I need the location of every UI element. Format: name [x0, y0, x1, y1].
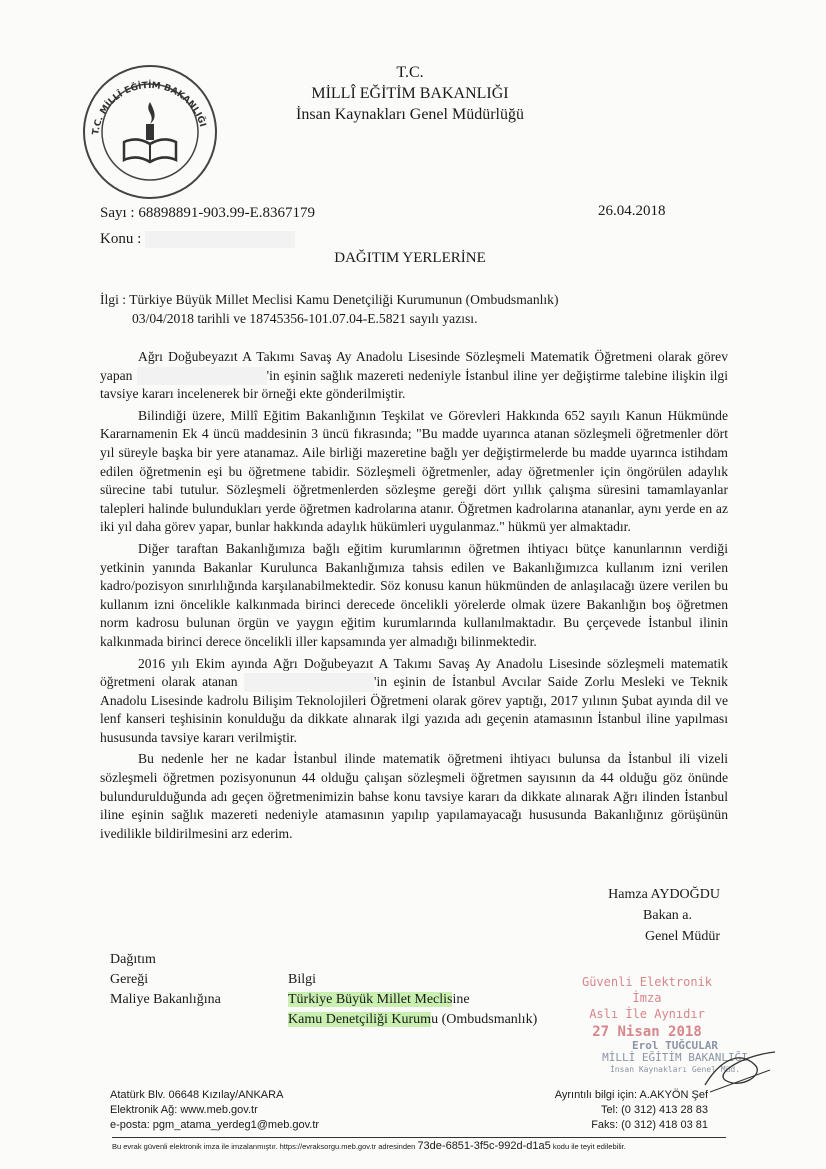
stamp-date: 27 Nisan 2018 [592, 1024, 702, 1040]
paragraph-2: Bilindiği üzere, Millî Eğitim Bakanlığının Teşkilat ve Görevleri Hakkında 652 sayılı Kanun Hükmünde Kararnamenin Ek 4 üncü maddesinin 3 üncü fıkrasında; "Bu madde uyarınca atanan sözleşmeli öğretmenler dört yıl süreyle başka bir yere atanamaz. Aile birliği mazeretine bağlı yer değiştirmelerde bu madde uyarınca istihdam edilen öğretmenin eşi bu öğretmene tabidir. Sözleşmeli öğretmenler, aday öğretmenler için öngörülen adaylık sürecine tabi tutulur. Sözleşmeli öğretmenlerden sözleşme gereği dört yıllık çalışma süresini tamamlayanlar talepleri halinde bulundukları yerde öğretmen kadrolarına atanır. Öğretmen kadrolarına atananlar, aynı yerde en az iki yıl daha görev yapar, bunlar hakkında adaylık hükümleri uygulanmaz." hükmü yer almaktadır. [100, 407, 728, 535]
paragraph-4 [100, 655, 728, 748]
stamp-line-2: Aslı İle Aynıdır [589, 1007, 705, 1021]
stamp-line-1: Güvenli Elektronik İmza [581, 975, 713, 1005]
konu-value: : [137, 231, 142, 247]
paragraph-3: Diğer taraftan Bakanlığımıza bağlı eğitim kurumlarının öğretmen ihtiyacı bütçe kanunlarının verdiği yetkinin yanında Bakanlar Kurulunca Bakanlığımıza tahsis edilen ve Bakanlığımızca kullanım izni verilen kadro/pozisyon sınırlılığında karşılanabilmektedir. Söz konusu kanun hükmünden de anlaşılacağı üzere verilen bu kullanım izni öncelikle kalkınmada birinci derecede öncelikli yörelerde olmak üzere Bakanlığın boş öğretmen norm kadrosu bulunan örgün ve yaygın eğitim kurumlarında kullanılmaktadır. Bu çerçevede İstanbul ilinin kalkınmada birinci derece öncelikli iller kapsamında yer almadığı bilinmektedir. [100, 540, 728, 649]
footer-divider [112, 1137, 726, 1138]
verify-prefix: Bu evrak güvenli elektronik imza ile imzalanmıştır. https://evraksorgu.meb.gov.tr adresinden [112, 1142, 416, 1151]
paragraph-5: Bu nedenle her ne kadar İstanbul ilinde matematik öğretmeni ihtiyacı bulunsa da İstanbul ili vizeli sözleşmeli öğretmen pozisyonunun 44 olduğu çalışan sözleşmeli öğretmen sayısının da 44 olduğu göz önünde bulundurulduğunda adı geçen öğretmenimizin bahse konu tavsiye kararı da dikkate alınarak Ağrı ilinden İstanbul iline eşinin sağlık mazereti nedeniyle atamasının yapılıp yapılamayacağı hususunda Bakanlığınız görüşünün ivedilikle bildirilmesini arz ederim. [100, 751, 728, 841]
redacted-name [244, 673, 374, 692]
document-date: 26.04.2018 [598, 203, 666, 219]
stamp-name: Erol TUĞCULAR [631, 1039, 719, 1052]
sayi-row [100, 205, 315, 222]
document-header [200, 62, 620, 125]
sayi-value: : 68898891-903.99-E.8367179 [130, 205, 315, 221]
header-ministry: MİLLÎ EĞİTİM BAKANLIĞI [311, 85, 509, 102]
konu-label: Konu [100, 231, 134, 247]
ilgi-line2: 03/04/2018 tarihli ve 18745356-101.07.04-E.5821 sayılı yazısı. [132, 311, 478, 326]
signature-scribble-icon [700, 1040, 780, 1100]
ministry-seal [80, 62, 220, 202]
footer-fax: Faks: (0 312) 418 03 81 [591, 1119, 708, 1131]
distribution-left [110, 950, 221, 1010]
redacted-subject [145, 231, 295, 248]
verify-suffix: kodu ile teyit edilebilir. [552, 1142, 626, 1151]
stamp-org-2: İnsan Kaynakları Genel Müd. [609, 1065, 741, 1074]
verify-code: 73de-6851-3f5c-992d-d1a5 [417, 1140, 551, 1152]
bilgi-line-1-rest: ine [452, 992, 470, 1007]
redacted-name [137, 367, 267, 386]
paragraph-1 [100, 348, 728, 404]
paragraph-1-before: Ağrı Doğubeyazıt A Takımı Savaş Ay Anadolu Lisesinde Sözleşmeli Matematik Öğretmeni olarak görev yapan [100, 349, 728, 383]
signature-block [560, 884, 720, 947]
footer-left [110, 1088, 319, 1133]
verification-line [112, 1140, 732, 1152]
footer-tel: Tel: (0 312) 413 28 83 [600, 1104, 708, 1116]
ministry-seal-icon [80, 62, 220, 202]
distribution-heading: Dağıtım [110, 952, 156, 967]
konu-row [100, 231, 295, 248]
signer-title-1: Bakan a. [643, 908, 692, 923]
svg-text:T.C. MİLLÎ EĞİTİM BAKANLIĞI: T.C. MİLLÎ EĞİTİM BAKANLIĞI [91, 80, 208, 136]
letter-body [100, 348, 728, 846]
gereği-value: Maliye Bakanlığına [110, 992, 221, 1007]
ilgi-label: İlgi : [100, 292, 127, 307]
ilgi-block [100, 290, 740, 328]
signer-name: Hamza AYDOĞDU [608, 887, 720, 902]
paragraph-4-after: 'in eşinin de İstanbul Avcılar Saide Zorlu Mesleki ve Teknik Anadolu Lisesinde kadrolu Bilişim Teknolojileri Öğretmeni olarak görev yaptığı, 2017 yılının Şubat ayında dil ve lenf kanseri teşhisinin konulduğu da dikkate alınarak ilgi yazıda adı geçenin atamasının İstanbul iline yapılması hususunda tavsiye kararı verilmiştir. [100, 674, 728, 745]
header-department: İnsan Kaynakları Genel Müdürlüğü [296, 106, 524, 123]
footer-address: Atatürk Blv. 06648 Kızılay/ANKARA [110, 1089, 284, 1101]
certified-copy-stamp [572, 974, 722, 1040]
bilgi-line-2-rest: u (Ombudsmanlık) [431, 1012, 538, 1027]
paragraph-4-before: 2016 yılı Ekim ayında Ağrı Doğubeyazıt A Takımı Savaş Ay Anadolu Lisesinde sözleşmeli matematik öğretmeni olarak atanan [100, 655, 728, 690]
footer-email: e-posta: pgm_atama_yerdeg1@meb.gov.tr [110, 1119, 320, 1131]
distribution-right [288, 970, 537, 1030]
bilgi-line-1 [288, 990, 537, 1010]
ilgi-line1: Türkiye Büyük Millet Meclisi Kamu Denetçiliği Kurumunun (Ombudsmanlık) [129, 292, 559, 307]
footer-web: Elektronik Ağ: www.meb.gov.tr [110, 1104, 258, 1116]
bilgi-line-2 [288, 1010, 537, 1030]
signer-title-2: Genel Müdür [644, 929, 720, 944]
paragraph-1-after: 'in eşinin sağlık mazereti nedeniyle İstanbul iline yer değiştirme talebine ilişkin ilgi tavsiye kararı incelenerek bir örneği ekte gönderilmiştir. [100, 367, 728, 402]
header-tc: T.C. [396, 64, 424, 81]
footer-right [520, 1088, 708, 1133]
footer-info: Ayrıntılı bilgi için: A.AKYÖN Şef [554, 1089, 708, 1101]
highlight-2: Kamu Denetçiliği Kurum [288, 1012, 432, 1027]
sayi-label: Sayı [100, 205, 127, 221]
recipient-heading: DAĞITIM YERLERİNE [334, 250, 486, 266]
handwritten-signature [700, 1040, 780, 1105]
stamp-org-1: MİLLİ EĞİTİM BAKANLIĞI [602, 1051, 748, 1064]
highlight-1: Türkiye Büyük Millet Meclis [288, 992, 453, 1007]
bilgi-label: Bilgi [288, 972, 317, 987]
gereği-label: Gereği [110, 972, 149, 987]
